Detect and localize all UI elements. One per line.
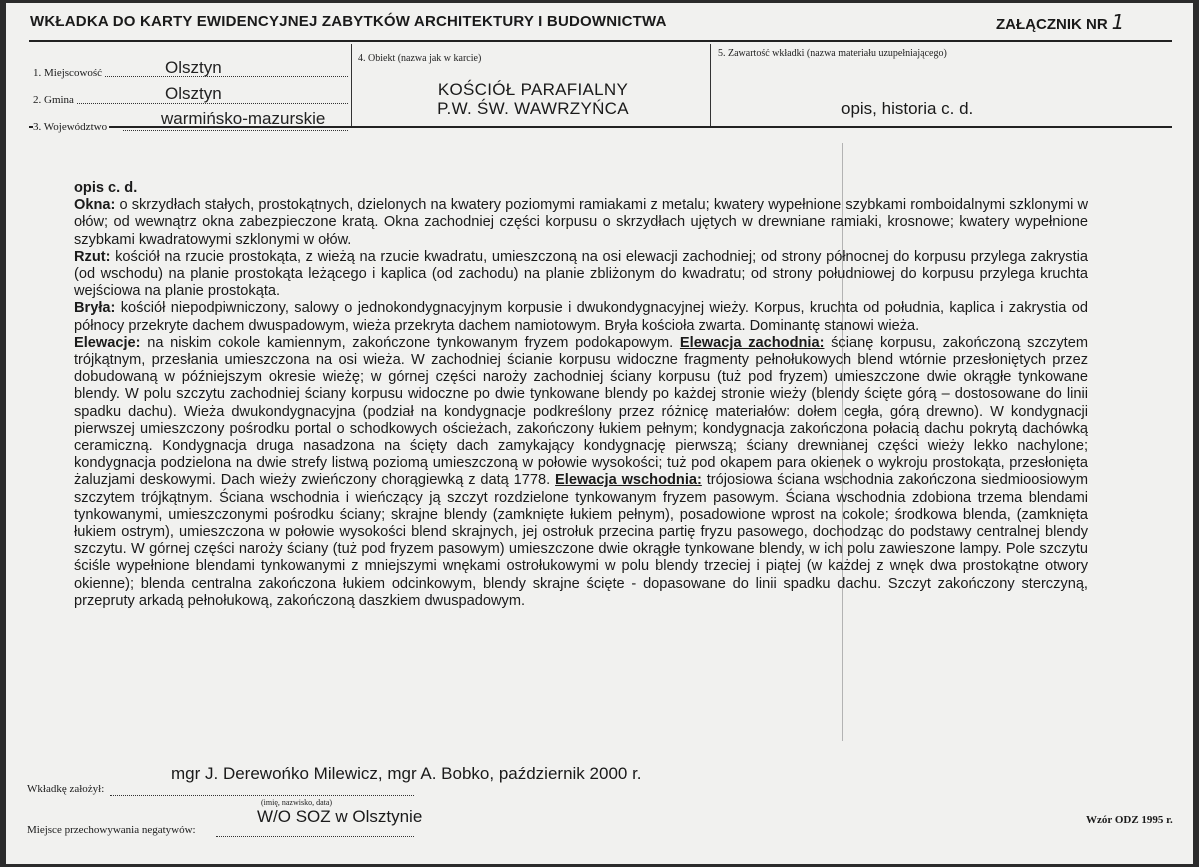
description-body bbox=[74, 180, 1088, 610]
column-divider-1 bbox=[351, 44, 352, 127]
section-text: kościół niepodpiwniczony, salowy o jednokondygnacyjnym korpusie i dwukondygnacyjnej wieży. Korpus, kruchta od południa, kaplica i zakrystia od północy przekryte dachem dwuspadowym, wieża przekryta dachem namiotowym. Bryła kościoła zwarta. Dominantę stanowi wieża. bbox=[74, 300, 1088, 334]
section-title: Elewacje: bbox=[74, 334, 141, 351]
section-mass bbox=[74, 300, 1088, 334]
column-divider-2 bbox=[710, 44, 711, 127]
section-text: o skrzydłach stałych, prostokątnych, dzielonych na kwatery poziomymi ramiakami z metalu; kwatery wypełnione szybkami romboidalnymi szklonymi w ołów; od wewnątrz okna zabezpieczone kratą. Okna zachodniej części korpusu o skrzydłach ujętych w drewniane ramiaki, krosnowe; kwatery wypełnione szybkami kwadratowymi szklonymi w ołów. bbox=[74, 197, 1089, 248]
contents-label: 5. Zawartość wkładki (nazwa materiału uzupełniającego) bbox=[718, 48, 947, 59]
attachment-label-text: ZAŁĄCZNIK NR bbox=[996, 16, 1108, 33]
locality-label: 1. Miejscowość bbox=[33, 67, 103, 79]
object-name-line1: KOŚCIÓŁ PARAFIALNY bbox=[437, 80, 629, 99]
attachment-number: 1 bbox=[1111, 10, 1125, 34]
attachment-label bbox=[996, 10, 1124, 34]
voivodeship-value: warmińsko-mazurskie bbox=[161, 109, 326, 128]
negatives-label: Miejsce przechowywania negatywów: bbox=[27, 824, 196, 836]
header-top-rule bbox=[29, 40, 1172, 42]
object-name bbox=[358, 80, 708, 118]
author-value: mgr J. Derewońko Milewicz, mgr A. Bobko, październik 2000 r. bbox=[171, 764, 642, 783]
section-plan bbox=[74, 249, 1088, 301]
form-model: Wzór ODZ 1995 r. bbox=[1086, 814, 1173, 826]
author-dotted-line bbox=[110, 795, 414, 796]
author-hint: (imię, nazwisko, data) bbox=[261, 798, 333, 807]
author-label: Wkładkę założył: bbox=[27, 783, 105, 795]
voivodeship-label: 3. Województwo bbox=[33, 121, 108, 133]
document-page bbox=[6, 3, 1193, 864]
locality-value: Olsztyn bbox=[165, 58, 222, 77]
section-title: Okna: bbox=[74, 197, 116, 214]
negatives-value: W/O SOZ w Olsztynie bbox=[257, 807, 423, 826]
section-windows bbox=[74, 197, 1088, 249]
commune-label: 2. Gmina bbox=[33, 94, 74, 106]
section-text: na niskim cokole kamiennym, zakończone tynkowanym fryzem podokapowym. bbox=[147, 334, 674, 351]
contents-value: opis, historia c. d. bbox=[841, 99, 974, 118]
commune-value: Olsztyn bbox=[165, 84, 222, 103]
body-heading: opis c. d. bbox=[74, 180, 138, 196]
negatives-dotted-line bbox=[216, 836, 414, 837]
section-text-west: ścianę korpusu, zakończoną szczytem trójkątnym, przesłania umieszczona na osi wieża. W zachodniej ścianie korpusu widoczne fragmenty pełnołukowych blend wtórnie przesłoniętych przez dobudowaną w późniejszym okresie wieżę; w górnej części naroży zachodniej ściany korpusu (tuż pod fryzem) umieszczone dwie okrągłe tynkowane blendy. W polu szczytu zachodniej ściany korpusu widoczne po dwie tynkowane blendy po każdej stronie wieży (blendy ścięte górą – dostosowane do linii spadku dachu). Wieża dwukondygnacyjna (podział na kondygnacje podkreślony przez różnicę materiałów: dołem cegła, górą drewno). W kondygnacji pierwszej umieszczony pośrodku portal o schodkowych ościeżach, zakończony łukiem pełnym; kondygnacja zakończona połacią dachu pokrytą dachówką ceramiczną. Kondygnacja druga nasadzona na ścięty dach zamykający kondygnację pierwszą; ściany drewnianej części wieży lekko nachylone; kondygnacja podzielona na dwie strefy listwą poziomą umieszczoną w połowie wysokości; tuż pod okapem para okienek o wykroju prostokąta, przesłonięta żaluzjami deskowymi. Dach wieży zwieńczony chorągiewką z datą 1778. bbox=[74, 334, 1088, 489]
section-title: Bryła: bbox=[74, 300, 116, 317]
subsection-title-west: Elewacja zachodnia: bbox=[679, 334, 825, 351]
section-elevations bbox=[74, 335, 1088, 610]
object-label: 4. Obiekt (nazwa jak w karcie) bbox=[358, 53, 482, 64]
object-name-line2: P.W. ŚW. WAWRZYŃCA bbox=[437, 99, 629, 118]
dotted-line bbox=[123, 130, 348, 131]
section-text-east: trójosiowa ściana wschodnia zakończona siedmioosiowym szczytem trójkątnym. Ściana wschodnia i wieńczący ją szczyt rozdzielone tynkowanym fryzem pasowym. Ściana wschodnia zdobiona trzema blendami tynkowanymi, umieszczonymi pośrodku ściany; skrajne blendy (zamknięte łukiem pełnym), posadowione wprost na cokole; środkowa blenda, (zamknięta łukiem ostrym), umieszczona w połowie wysokości blend skrajnych, jej ostrołuk przecina partię fryzu pasowego, dochodząc do podstawy centralnej blendy szczytu. W górnej części naroży ściany (tuż pod fryzem pasowym) umieszczone dwie okrągłe tynkowane blendy, w ich polu zawieszone lampy. Pole szczytu ściśle wypełnione blendami tynkowanymi z mniejszymi wnękami ostrołukowymi w polu blendy trzeciej i piątej (w każdej z wnęk dwa prostokątne otwory okienne); blenda centralna zakończona łukiem odcinkowym, blendy skrajne ścięte - dopasowane do linii spadku dachu. Szczyt zakończony sterczyną, przepruty arkadą pełnołukową, zakończoną daszkiem dwuspadowym. bbox=[74, 472, 1088, 609]
subsection-title-east: Elewacja wschodnia: bbox=[555, 472, 702, 489]
section-title: Rzut: bbox=[74, 248, 111, 265]
form-title: WKŁADKA DO KARTY EWIDENCYJNEJ ZABYTKÓW ARCHITEKTURY I BUDOWNICTWA bbox=[30, 13, 667, 30]
section-text: kościół na rzucie prostokąta, z wieżą na rzucie kwadratu, umieszczoną na osi elewacji zachodniej; od strony północnej do korpusu przylega zakrystia (od wschodu) na planie prostokąta leżącego i kaplica (od zachodu) na planie zbliżonym do kwadratu; od strony południowej do korpusu przylega kruchta wejściowa na planie prostokąta. bbox=[74, 248, 1088, 300]
